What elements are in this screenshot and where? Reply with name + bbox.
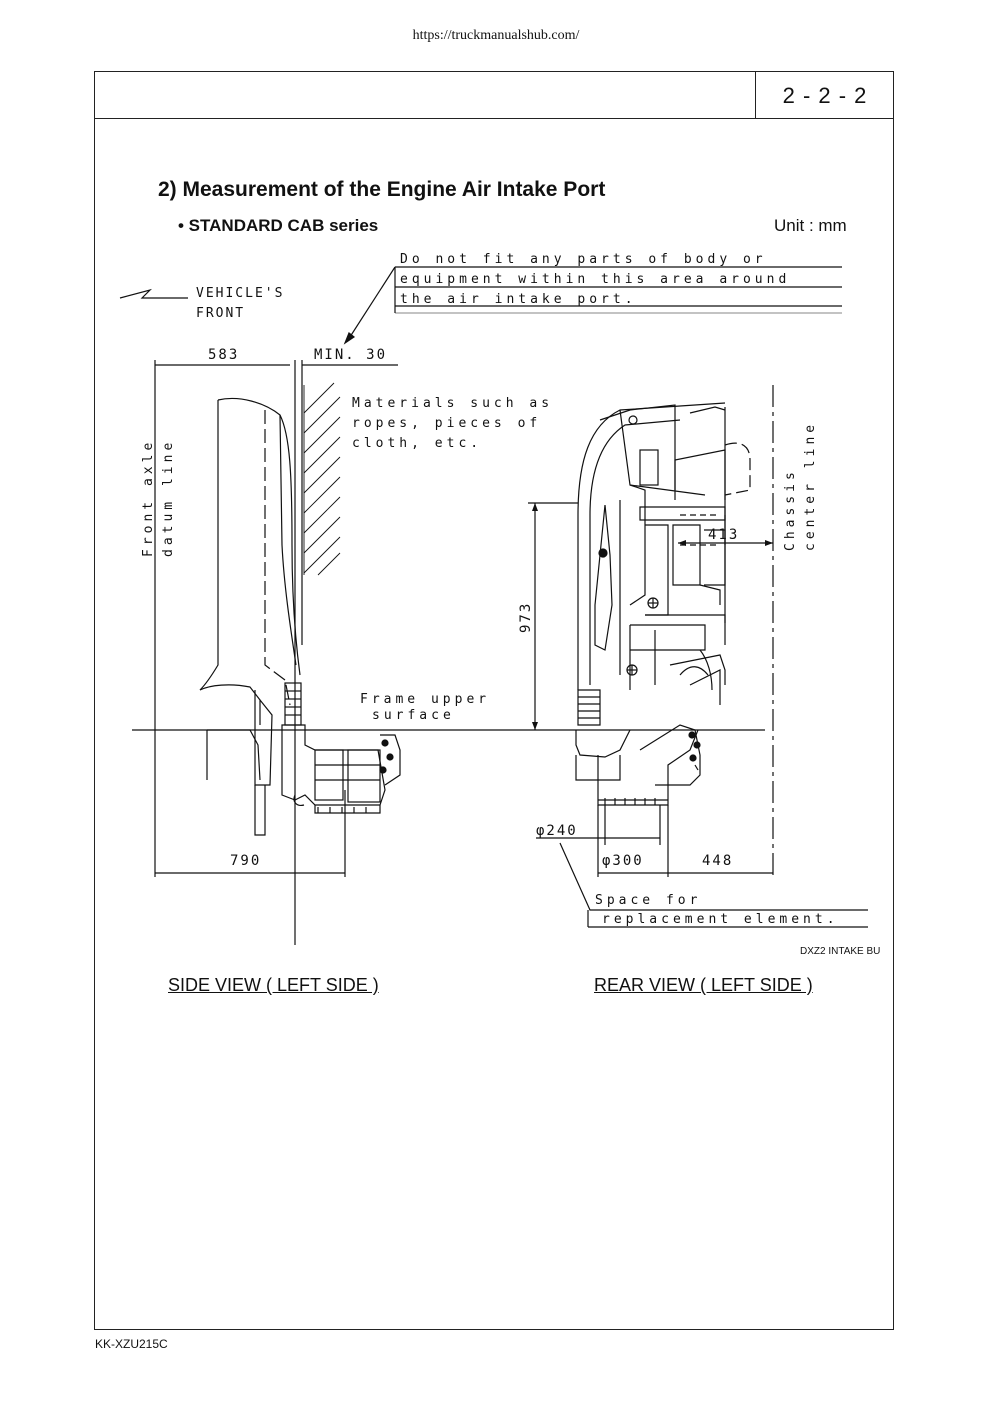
note-line-2: equipment within this area around: [400, 272, 791, 287]
vehicle-front-line-2: FRONT: [196, 306, 246, 321]
dimension-phi-300: φ300: [602, 853, 644, 869]
note-line-3: the air intake port.: [400, 292, 637, 307]
section-title: 2) Measurement of the Engine Air Intake Port: [158, 178, 606, 201]
dimension-790-group: [155, 790, 345, 877]
chassis-line-1: Chassis: [783, 468, 798, 551]
figure-code: DXZ2 INTAKE BU: [800, 946, 881, 957]
document-code: KK-XZU215C: [95, 1337, 168, 1351]
chassis-center-label: [783, 421, 818, 551]
dimension-973-group: [518, 503, 578, 730]
frame-upper-line-2: surface: [372, 708, 455, 723]
front-axle-line-1: Front axle: [141, 438, 156, 557]
front-axle-label: [141, 439, 176, 557]
note-arrowhead: [345, 333, 354, 343]
side-view-caption: SIDE VIEW ( LEFT SIDE ): [168, 975, 379, 995]
dimension-790: 790: [230, 853, 262, 869]
rear-view-caption: REAR VIEW ( LEFT SIDE ): [594, 975, 813, 995]
page-number: 2 - 2 - 2: [782, 83, 868, 108]
keep-out-hatch: [304, 383, 340, 575]
dimension-583: 583: [208, 347, 240, 363]
vehicle-front-line-1: VEHICLE'S: [196, 286, 285, 301]
side-view-drawing: [200, 398, 400, 835]
intake-port-diagram: [100, 245, 890, 945]
chassis-line-2: center line: [803, 420, 818, 551]
header-divider: [95, 118, 893, 119]
note-box: [345, 252, 842, 343]
dimension-phi-240: φ240: [536, 823, 578, 839]
vehicle-front-indicator: [120, 286, 284, 321]
materials-line-1: Materials such as: [352, 396, 554, 411]
frame-upper-line-1: Frame upper: [360, 692, 491, 707]
bottom-dimensions: [536, 805, 773, 877]
space-line-2: replacement element.: [602, 912, 839, 927]
note-line-1: Do not fit any parts of body or: [400, 252, 767, 267]
dimension-973: 973: [518, 601, 534, 633]
space-line-1: Space for: [595, 893, 702, 908]
dimension-min-30: MIN. 30: [314, 347, 388, 363]
dimension-448: 448: [702, 853, 734, 869]
front-axle-line-2: datum line: [161, 438, 176, 557]
series-subtitle: • STANDARD CAB series: [178, 216, 379, 235]
materials-line-3: cloth, etc.: [352, 436, 483, 451]
materials-line-2: ropes, pieces of: [352, 416, 542, 431]
rear-view-drawing: [576, 403, 750, 805]
page-number-divider: [755, 72, 756, 118]
dimension-413: 413: [708, 527, 740, 543]
note-leader: [348, 267, 395, 340]
unit-label: Unit : mm: [774, 216, 847, 235]
source-url[interactable]: https://truckmanualshub.com/: [412, 28, 580, 43]
